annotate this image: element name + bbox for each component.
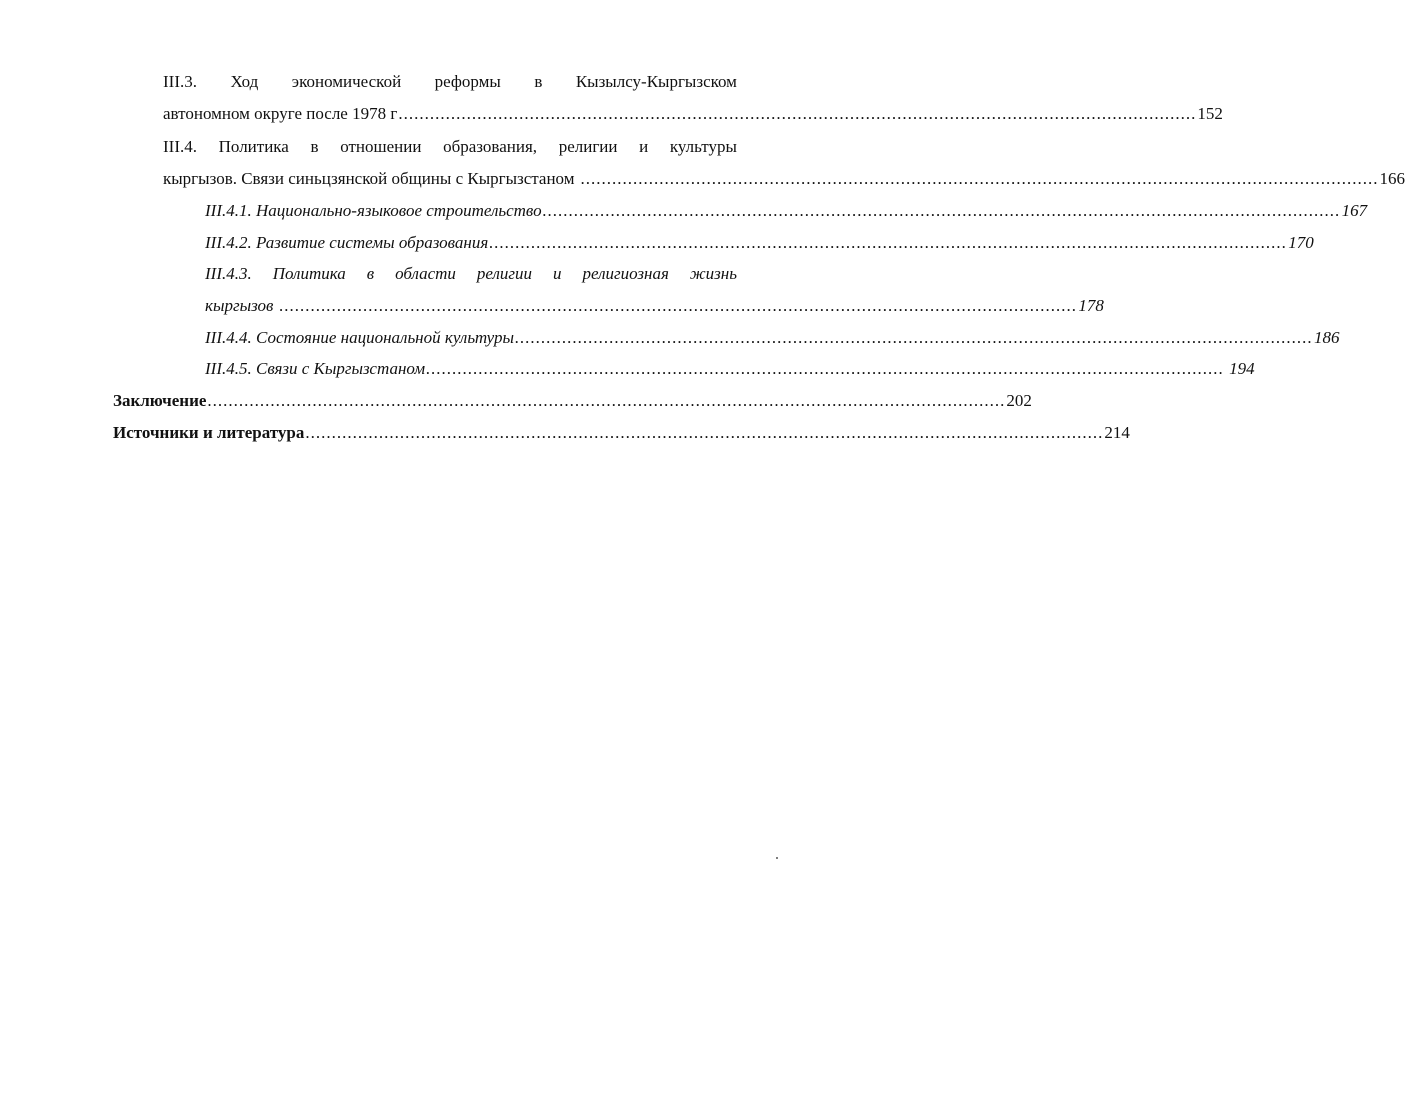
toc-entry-3-4-2 (205, 233, 1314, 253)
page-number: 178 (1078, 296, 1104, 315)
toc-entry-3-3-line1 (163, 72, 737, 92)
dot-leader: ........................................................................................................................................................ (515, 328, 1314, 347)
toc-entry-sources (113, 423, 1130, 443)
toc-entry-3-4-line2 (163, 169, 1405, 189)
toc-entry-text: III.4.1. Национально-языковое строительство (205, 201, 542, 220)
toc-word: образования, (443, 137, 538, 156)
dot-leader: ........................................................................................................................................................ (398, 104, 1197, 123)
toc-word: и (553, 264, 562, 283)
toc-word: и (639, 137, 649, 156)
toc-entry-text: Источники и литература (113, 423, 305, 442)
dot-leader: ........................................................................................................................................................ (542, 201, 1341, 220)
toc-word: отношении (340, 137, 422, 156)
toc-word: в (534, 72, 543, 91)
toc-entry-3-4-1 (205, 201, 1368, 221)
toc-entry-text: кыргызов (205, 296, 274, 315)
toc-entry-3-4-line1 (163, 137, 737, 157)
toc-word: Политика (218, 137, 289, 156)
toc-entry-3-4-3-line1 (205, 264, 737, 284)
toc-entry-3-4-5 (205, 359, 1255, 379)
toc-word: III.4. (163, 137, 197, 156)
toc-word: III.3. (163, 72, 197, 91)
page-number: 152 (1197, 104, 1223, 123)
toc-entry-3-4-3-line2 (205, 296, 1104, 316)
scan-speck (776, 857, 778, 859)
toc-entry-3-4-4 (205, 328, 1340, 348)
toc-word: экономической (291, 72, 402, 91)
toc-word: Кызылсу-Кыргызском (575, 72, 737, 91)
toc-entry-text: III.4.2. Развитие системы образования (205, 233, 489, 252)
toc-word: в (366, 264, 375, 283)
page-number: 166 (1379, 169, 1405, 188)
toc-entry-text: автономном округе после 1978 г (163, 104, 398, 123)
toc-word: религии (476, 264, 533, 283)
toc-word: религиозная (582, 264, 669, 283)
page-number: 202 (1006, 391, 1032, 410)
dot-leader: ........................................................................................................................................................ (426, 359, 1225, 378)
toc-word: III.4.3. (205, 264, 252, 283)
dot-leader: ........................................................................................................................................................ (279, 296, 1078, 315)
toc-word: области (395, 264, 456, 283)
page-number: 170 (1288, 233, 1314, 252)
toc-word: жизнь (689, 264, 737, 283)
dot-leader: ........................................................................................................................................................ (305, 423, 1104, 442)
toc-word: реформы (434, 72, 501, 91)
dot-leader: ........................................................................................................................................................ (207, 391, 1006, 410)
page-number: 186 (1314, 328, 1340, 347)
dot-leader: ........................................................................................................................................................ (489, 233, 1288, 252)
page-number: 194 (1229, 359, 1255, 378)
toc-word: в (310, 137, 319, 156)
toc-word: Ход (230, 72, 259, 91)
toc-entry-text: кыргызов. Связи синьцзянской общины с Кыргызстаном (163, 169, 575, 188)
toc-entry-conclusion (113, 391, 1032, 411)
toc-word: культуры (669, 137, 737, 156)
page-number: 214 (1104, 423, 1130, 442)
dot-leader: ........................................................................................................................................................ (580, 169, 1379, 188)
toc-word: религии (558, 137, 618, 156)
toc-entry-3-3-line2 (163, 104, 1223, 124)
toc-entry-text: Заключение (113, 391, 207, 410)
toc-word: Политика (272, 264, 346, 283)
toc-entry-text: III.4.4. Состояние национальной культуры (205, 328, 515, 347)
toc-entry-text: III.4.5. Связи с Кыргызстаном (205, 359, 426, 378)
page-number: 167 (1341, 201, 1368, 220)
